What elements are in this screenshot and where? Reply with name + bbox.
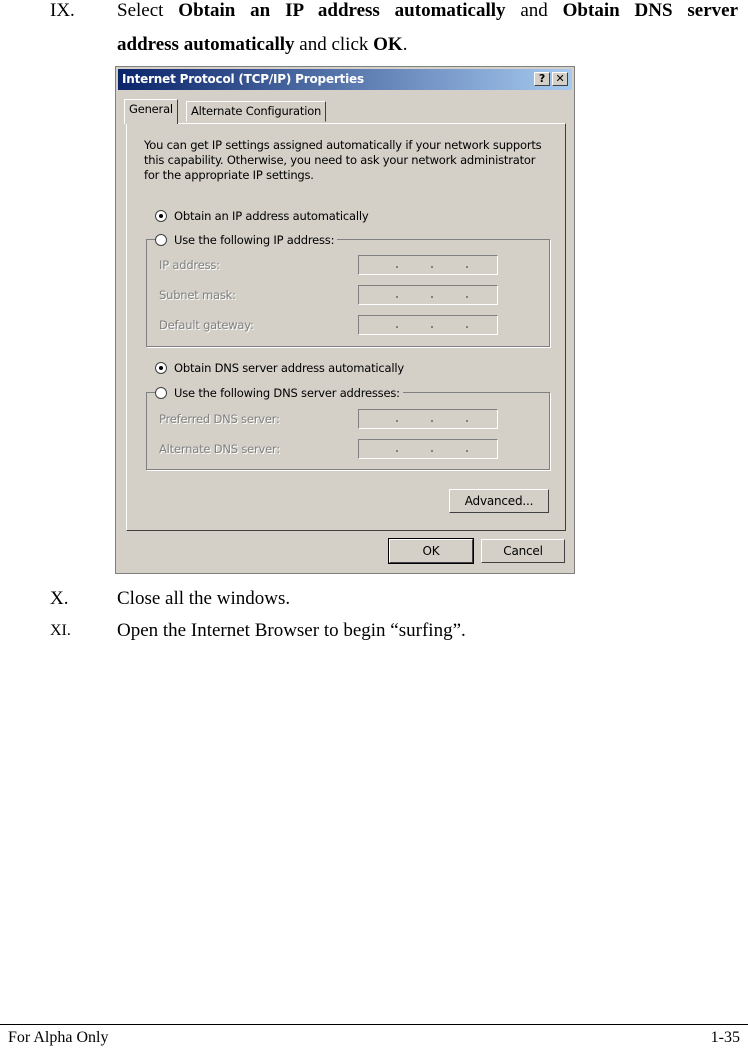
default-gateway-label: Default gateway:: [159, 318, 254, 332]
radio-unselected-icon: [155, 234, 167, 246]
radio-use-following-dns-label: Use the following DNS server addresses:: [174, 386, 400, 400]
step-number-x: X.: [50, 588, 69, 609]
step-ix-text-line2: [117, 34, 407, 56]
radio-obtain-ip-auto-label: Obtain an IP address automatically: [174, 209, 369, 223]
advanced-button[interactable]: Advanced...: [449, 489, 549, 513]
word-and-click: and click: [299, 34, 369, 55]
ip-address-label: IP address:: [159, 258, 220, 272]
subnet-mask-label: Subnet mask:: [159, 288, 236, 302]
dialog-title: Internet Protocol (TCP/IP) Properties: [122, 72, 364, 86]
tab-alternate-configuration[interactable]: Alternate Configuration: [186, 101, 326, 122]
step-number-xi: XI.: [50, 622, 71, 639]
word-select: Select: [117, 0, 164, 21]
step-ix-text-line1: [117, 0, 738, 22]
word-and: and: [520, 0, 548, 21]
page-footer: [0, 1024, 748, 1046]
step-xi-text: Open the Internet Browser to begin “surfing”.: [117, 620, 466, 641]
period: .: [402, 34, 408, 55]
bold-option-dns-part2: address automatically: [117, 34, 295, 55]
tab-general[interactable]: General: [124, 99, 178, 124]
footer-left: For Alpha Only: [8, 1029, 109, 1046]
step-number-ix: IX.: [50, 0, 75, 21]
ok-button[interactable]: OK: [389, 539, 473, 563]
radio-use-following-dns[interactable]: [155, 385, 403, 401]
radio-obtain-dns-auto[interactable]: [155, 360, 404, 376]
tcpip-properties-dialog: [115, 66, 575, 574]
preferred-dns-label: Preferred DNS server:: [159, 412, 280, 426]
radio-selected-icon: [155, 362, 167, 374]
radio-use-following-ip-label: Use the following IP address:: [174, 233, 335, 247]
step-x-text: Close all the windows.: [117, 588, 291, 609]
radio-use-following-ip[interactable]: [155, 232, 337, 248]
intro-text: You can get IP settings assigned automatically if your network supports this capability. Otherwise, you need to ask your network administrator for the appropriate IP settings.: [144, 138, 542, 182]
radio-selected-icon: [155, 210, 167, 222]
radio-obtain-dns-auto-label: Obtain DNS server address automatically: [174, 361, 404, 375]
bold-ok: OK: [373, 34, 403, 55]
bold-option-ip: Obtain an IP address automatically: [178, 0, 506, 21]
radio-obtain-ip-auto[interactable]: [155, 208, 368, 224]
subnet-mask-input[interactable]: [358, 285, 498, 305]
footer-page-number: 1-35: [710, 1029, 740, 1046]
alternate-dns-input[interactable]: [358, 439, 498, 459]
help-button[interactable]: ?: [534, 72, 550, 86]
radio-unselected-icon: [155, 387, 167, 399]
close-icon[interactable]: ✕: [552, 72, 568, 86]
dialog-titlebar: [118, 69, 572, 90]
alternate-dns-label: Alternate DNS server:: [159, 442, 281, 456]
preferred-dns-input[interactable]: [358, 409, 498, 429]
cancel-button[interactable]: Cancel: [481, 539, 565, 563]
ip-address-input[interactable]: [358, 255, 498, 275]
default-gateway-input[interactable]: [358, 315, 498, 335]
bold-option-dns-part1: Obtain DNS server: [562, 0, 739, 21]
